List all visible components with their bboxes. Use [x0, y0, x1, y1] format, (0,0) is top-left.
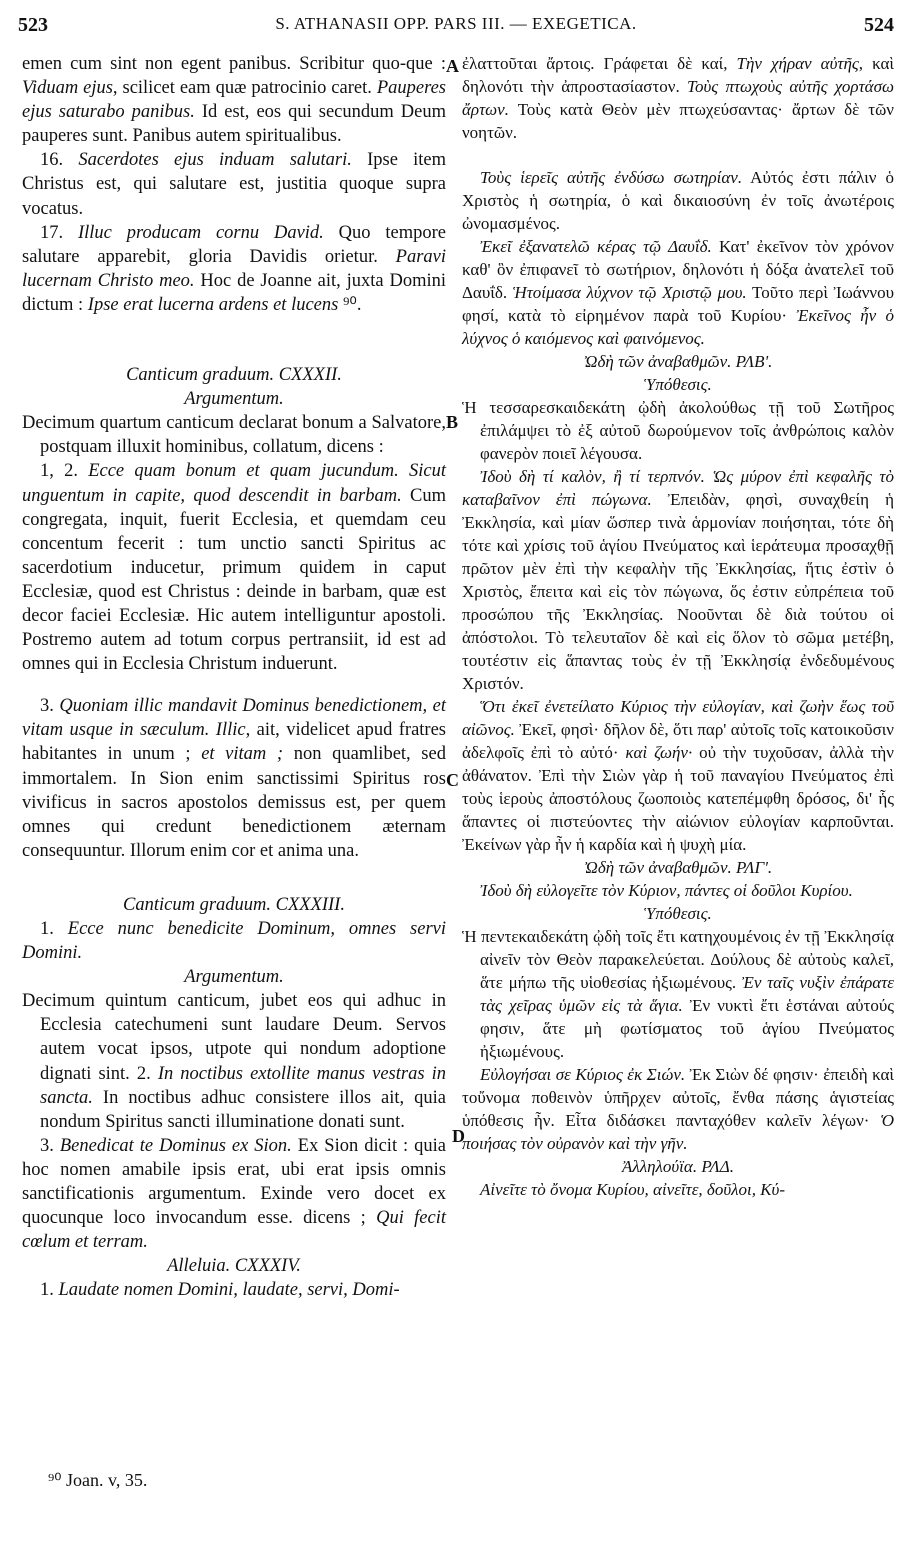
paragraph: Αἰνεῖτε τὸ ὄνομα Κυρίου, αἰνεῖτε, δοῦλοι, Κύ- — [480, 1180, 786, 1199]
argument-text: Ἡ πεντεκαιδεκάτη ᾠδὴ τοῖς ἔτι κατηχουμένοις ἐν τῇ Ἐκκλησίᾳ αἰνεῖν τὸν Θεὸν παρακελεύεται. Δούλους δὲ αὐτοὺς καλεῖ, ἅτε μήπω τῆς υἱοθεσίας ἠξιωμένους. Ἐν ταῖς νυξὶν ἐπάρατε τὰς χεῖρας ὑμῶν εἰς τὰ ἅγια. Ἐν νυκτὶ ἔτι ἑστάναι αὐτούς φησιν, ἅτε μὴ φωτίσματος τοῦ ἁγίου Πνεύματος ἠξιωμένους. — [462, 927, 894, 1061]
footnote: ⁹⁰ Joan. v, 35. — [48, 1470, 148, 1490]
paragraph: Τοὺς ἱερεῖς αὐτῆς ἐνδύσω σωτηρίαν. Αὐτός ἐστι πάλιν ὁ Χριστὸς ἡ σωτηρία, ὁ καὶ δικαιοσύνη ἐν τοῖς ἀνωτέροις ὠνομασμένος. — [462, 168, 894, 233]
running-header — [18, 14, 894, 44]
section-heading: Alleluia. CXXXIV. — [167, 1256, 301, 1277]
argument-heading: Ὑπόθεσις. — [644, 904, 712, 923]
section-heading: Ὠδὴ τῶν ἀναβαθμῶν. ΡΛΒʹ. — [583, 352, 773, 371]
paragraph: 1. Laudate nomen Domini, laudate, servi, Domi- — [40, 1280, 400, 1301]
paragraph: 17. Illuc producam cornu David. Quo tempore salutare apparebit, gloria Davidis orietur. Paravi lucernam Christo meo. Hoc de Joanne ait, juxta Domini dictum : Ipse erat lucerna ardens et lucens ⁹⁰. — [22, 222, 446, 315]
page-number-right: 524 — [864, 14, 894, 36]
paragraph: Ἰδοὺ δὴ εὐλογεῖτε τὸν Κύριον, πάντες οἱ δοῦλοι Κυρίου. — [480, 881, 853, 900]
section-heading: Ὠδὴ τῶν ἀναβαθμῶν. ΡΛΓʹ. — [583, 858, 773, 877]
argument-text: Decimum quartum canticum declarat bonum a Salvatore, postquam illuxit hominibus, collatum, dicens : — [22, 413, 446, 458]
paragraph: emen cum sint non egent panibus. Scribitur quo-que : Viduam ejus, scilicet eam quæ patrocinio caret. Pauperes ejus saturabo panibus. Id est, eos qui secundum Deum pauperes sunt. Panibus autem spiritualibus. — [22, 54, 446, 147]
argument-heading: Ὑπόθεσις. — [644, 375, 712, 394]
paragraph: Ἰδοὺ δὴ τί καλὸν, ἢ τί τερπνόν. Ὡς μύρον ἐπὶ κεφαλῆς τὸ καταβαῖνον ἐπὶ πώγωνα. Ἐπειδὰν, φησὶ, συναχθείη ἡ Ἐκκλησία, καὶ μίαν ὥσπερ τινὰ ἁρμονίαν ποιήσηται, τότε δὴ τότε καὶ χρίσις τοῦ ἁγίου Πνεύματος καὶ ἱεράτευμα προσαχθῇ πρῶτον μὲν ἐπὶ τὴν κεφαλὴν τῆς Ἐκκλησίας, ἥτις ἐστὶν ὁ Χριστὸς, ἔπειτα καὶ εἰς τὸν πώγωνα, ὅς ἐστιν εὐπρέπεια τοῦ προσώπου τῆς Ἐκκλησίας. Νοοῦνται δὲ διὰ τούτου οἱ ἀπόστολοι. Τὸ τελευταῖον δὲ καὶ εἰς ὅλον τὸ σῶμα μετέβη, τουτέστιν εἰς ἅπαντας τοὺς ἐν τῇ Ἐκκλησίᾳ ἐνδεδυμένους Χριστόν. — [462, 467, 894, 693]
margin-letter-c: C — [446, 770, 459, 790]
paragraph: 1, 2. Ecce quam bonum et quam jucundum. Sicut unguentum in capite, quod descendit in barbam. Cum congregata, inquit, fuerit Ecclesia, et quemdam ceu concentum fecerit : tum unctio sancti Spiritus ac sacerdotium inducetur, primum quidem in caput Ecclesiæ, quod est Christus : deinde in barbam, quæ est decor faciei Ecclesiæ. Hic autem intelliguntur apostoli. Postremo autem ad totum corpus pertransiit, id est ad omnes qui in Ecclesia Christum induerunt. — [22, 461, 446, 675]
margin-letter-a: A — [446, 56, 459, 76]
greek-column — [462, 52, 894, 1201]
argument-heading: Argumentum. — [184, 967, 284, 988]
argument-text: Ἡ τεσσαρεσκαιδεκάτη ᾠδὴ ἀκολούθως τῇ τοῦ Σωτῆρος ἐπιλάμψει τὸ ἐξ αὐτοῦ δωρούμενον τοῖς ἀνθρώποις καλὸν φανερὸν ποιεῖ λέγουσα. — [462, 398, 894, 463]
paragraph: Εὐλογήσαι σε Κύριος ἐκ Σιών. Ἐκ Σιὼν δέ φησιν· ἐπειδὴ καὶ τοὔνομα ποθεινὸν ὑπῆρχεν αὐτοῖς, ἔνθα πάσης ἁγιστείας ὑπόθεσις ἦν. Εἶτα διδάσκει πανταχόθεν καλεῖν λέγων· Ὁ ποιήσας τὸν οὐρανὸν καὶ τὴν γῆν. — [462, 1065, 895, 1153]
margin-letter-b: B — [446, 412, 459, 432]
page-number-left: 523 — [18, 14, 48, 36]
section-heading: Canticum graduum. CXXXII. — [126, 365, 342, 386]
paragraph: Ἐκεῖ ἐξανατελῶ κέρας τῷ Δαυΐδ. Κατ' ἐκεῖνον τὸν χρόνον καθ' ὃν ἐπιφανεῖ τὸ σωτήριον, δηλονότι ἡ δόξα ἀνατελεῖ τοῦ Δαυΐδ. Ἡτοίμασα λύχνον τῷ Χριστῷ μου. Τοῦτο περὶ Ἰωάννου φησί, κατὰ τὸ εἰρημένον παρὰ τοῦ Κυρίου· Ἐκεῖνος ἦν ὁ λύχνος ὁ καιόμενος καὶ φαινόμενος. — [462, 237, 895, 348]
paragraph: 3. Quoniam illic mandavit Dominus benedictionem, et vitam usque in sæculum. Illic, ait, videlicet apud fratres habitantes in unum ; et vitam ; non quamlibet, sed immortalem. In Sion enim sanctissimi Spiritus ros vivificus in sacros apostolos demissus est, per quem omnes qui credunt benedictionem æternam consequuntur. Illorum enim cor et anima una. — [22, 696, 446, 861]
paragraph: ἐλαττοῦται ἄρτοις. Γράφεται δὲ καί, Τὴν χήραν αὐτῆς, καὶ δηλονότι τὴν ἀπροστασίαστον. Τοὺς πτωχοὺς αὐτῆς χορτάσω ἄρτων. Τοὺς κατὰ Θεὸν μὲν πτωχεύσαντας· ἄρτων δὲ τῶν νοητῶν. — [462, 54, 895, 142]
section-heading: Canticum graduum. CXXXIII. — [123, 894, 345, 915]
latin-column — [22, 52, 446, 1303]
section-heading: Ἀλληλούϊα. ΡΛΔ. — [621, 1157, 735, 1176]
margin-letter-d: D — [452, 1126, 465, 1146]
paragraph: Ὅτι ἐκεῖ ἐνετείλατο Κύριος τὴν εὐλογίαν, καὶ ζωὴν ἕως τοῦ αἰῶνος. Ἐκεῖ, φησὶ· δῆλον δὲ, ὅτι παρ' αὐτοῖς τοῖς κατοικοῦσιν ἀδελφοῖς ἐπὶ τὸ αὐτό· καὶ ζωήν· οὐ τὴν τυχοῦσαν, ἀλλὰ τὴν ἀθάνατον. Ἐπὶ τὴν Σιὼν γὰρ ἡ τοῦ παναγίου Πνεύματος ἐπὶ τοὺς ἱεροὺς ἀποστόλους ζωοποιὸς κατεπέμφθη δρόσος, δι' ἧς ἅπαντες οἱ πιστεύοντες τὴν αἰώνιον εὐλογίαν καρποῦνται. Ἐκείνων γὰρ ἦν ἡ καρδία καὶ ἡ ψυχὴ μία. — [462, 697, 894, 854]
paragraph: 1. Ecce nunc benedicite Dominum, omnes servi Domini. — [22, 919, 446, 964]
argument-text: Decimum quintum canticum, jubet eos qui adhuc in Ecclesia catechumeni sunt laudare Deum. Servos autem vocat ipsos, utpote qui nondum adoptione dignati sint. 2. In noctibus extollite manus vestras in sancta. In noctibus adhuc consistere illos ait, quia nondum Spiritus sancti illuminatione donati sunt. — [22, 991, 446, 1132]
paragraph: 3. Benedicat te Dominus ex Sion. Ex Sion dicit : quia hoc nomen amabile ipsis erat, ubi erat ipsis omnis sanctificationis argumentum. Exinde vero docet ex quocunque loco invocandum esse. dicens ; Qui fecit cœlum et terram. — [22, 1135, 447, 1253]
paragraph: 16. Sacerdotes ejus induam salutari. Ipse item Christus est, qui salutare est, justitia quoque supra vocatus. — [22, 150, 447, 219]
argument-heading: Argumentum. — [184, 389, 284, 410]
running-title: S. ATHANASII OPP. PARS III. — EXEGETICA. — [275, 14, 637, 33]
